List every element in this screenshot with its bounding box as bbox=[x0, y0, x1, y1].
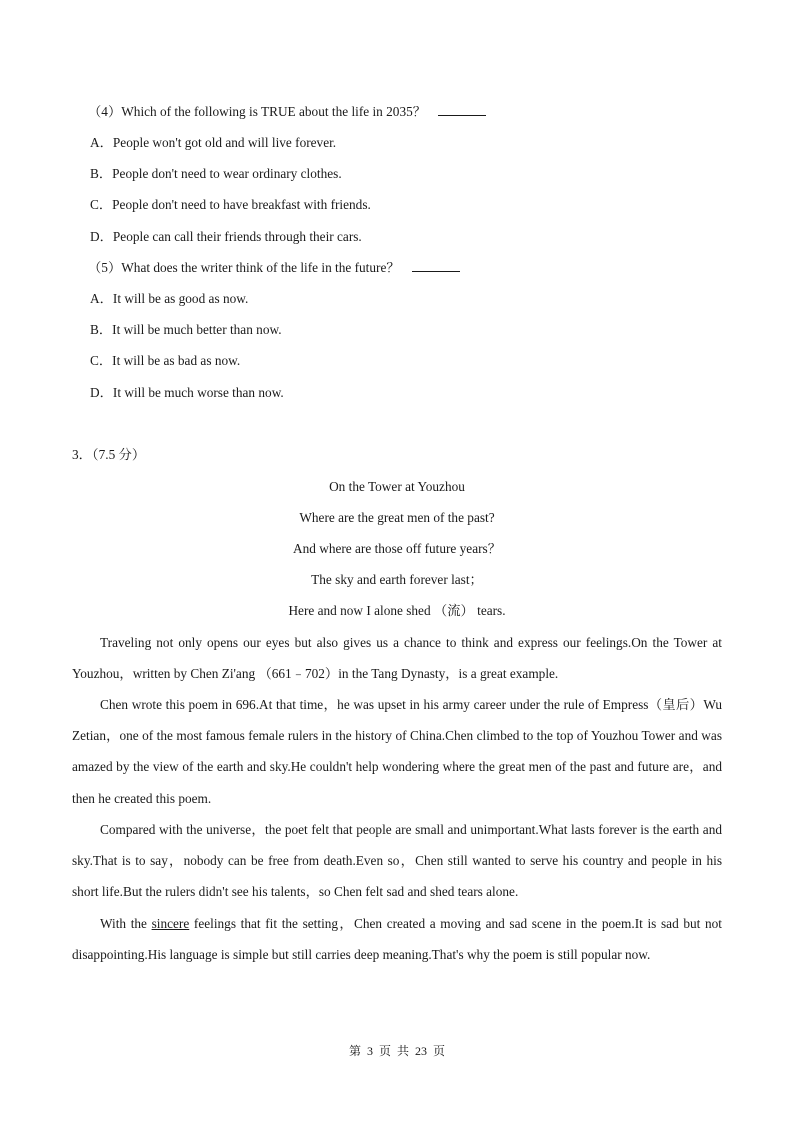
passage-paragraph-2: Chen wrote this poem in 696.At that time，he was upset in his army career under the rule of Empress（皇后）Wu Zetian，one of the most famous female rulers in the history of China.Chen climbed to the top of Youzhou Tower and was amazed by the view of the earth and sky.He couldn't help wondering where the great men of the past and future are，and then he created this poem. bbox=[72, 697, 722, 806]
passage-paragraph-3: Compared with the universe，the poet felt that people are small and unimportant.What lasts forever is the earth and sky.That is to say，nobody can be free from death.Even so，Chen still wanted to serve his country and people in his short life.But the rulers didn't see his talents，so Chen felt sad and shed tears alone. bbox=[72, 822, 722, 900]
question-5-option-a: A．It will be as good as now. bbox=[90, 291, 249, 306]
poem-line-2: And where are those off future years？ bbox=[293, 541, 501, 556]
question-4-option-a: A．People won't got old and will live forever. bbox=[90, 135, 337, 150]
underlined-word-sincere: sincere bbox=[151, 916, 190, 931]
question-4 bbox=[88, 103, 486, 121]
page-footer: 第 3 页 共 23 页 bbox=[348, 1044, 445, 1058]
question-3-header: 3．（7.5 分） bbox=[72, 447, 146, 462]
question-5-option-b: B．It will be much better than now. bbox=[90, 322, 282, 337]
passage-paragraph-4 bbox=[72, 908, 722, 970]
question-4-stem: （4）Which of the following is TRUE about the life in 2035？ bbox=[88, 104, 427, 119]
poem-title: On the Tower at Youzhou bbox=[329, 479, 465, 494]
question-4-option-c: C．People don't need to have breakfast with friends. bbox=[90, 197, 371, 212]
answer-blank-5[interactable] bbox=[412, 259, 460, 272]
poem-line-4: Here and now I alone shed （流） tears. bbox=[288, 603, 506, 618]
passage-paragraph-1: Traveling not only opens our eyes but also gives us a chance to think and express our feelings.On the Tower at Youzhou，written by Chen Zi'ang （661﹣702）in the Tang Dynasty，is a great example. bbox=[72, 635, 722, 682]
question-5-option-d: D．It will be much worse than now. bbox=[90, 385, 284, 400]
question-5 bbox=[88, 259, 460, 277]
question-4-option-b: B．People don't need to wear ordinary clothes. bbox=[90, 166, 342, 181]
poem-line-1: Where are the great men of the past? bbox=[299, 510, 495, 525]
question-5-option-c: C．It will be as bad as now. bbox=[90, 353, 241, 368]
question-4-option-d: D．People can call their friends through their cars. bbox=[90, 229, 362, 244]
question-5-stem: （5）What does the writer think of the life in the future？ bbox=[88, 260, 400, 275]
answer-blank-4[interactable] bbox=[438, 103, 486, 116]
poem-line-3: The sky and earth forever last； bbox=[311, 572, 483, 587]
paragraph-4-rest: feelings that fit the setting，Chen created a moving and sad scene in the poem.It is sad but not disappointing.His language is simple but still carries deep meaning.That's why the poem is still popular now. bbox=[72, 916, 723, 963]
paragraph-4-start: With the bbox=[100, 916, 152, 931]
